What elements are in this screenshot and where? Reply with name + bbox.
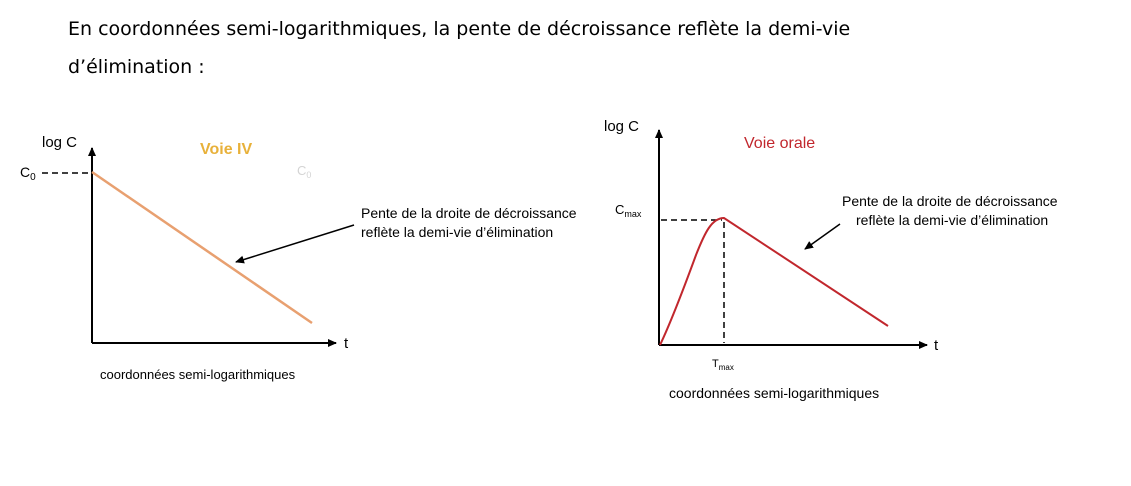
intro-line-2: d’élimination : — [68, 56, 205, 78]
iv-y-axis-label: log C — [42, 134, 78, 151]
iv-annotation-line-2: reflète la demi-vie d’élimination — [361, 224, 554, 240]
iv-figure — [20, 134, 577, 382]
oral-title: Voie orale — [744, 135, 816, 152]
iv-x-axis-label: t — [344, 335, 349, 352]
iv-annotation-arrow — [236, 225, 354, 262]
oral-annotation-line-2: reflète la demi-vie d’élimination — [856, 212, 1049, 228]
oral-tmax-label: $T_{max}$ — [712, 358, 734, 372]
intro-line-1: En coordonnées semi-logarithmiques, la pente de décroissance reflète la demi-vie — [68, 18, 851, 40]
iv-faded-c0-label: $C_0$ — [297, 163, 312, 180]
iv-caption: coordonnées semi-logarithmiques — [100, 367, 296, 382]
oral-annotation-line-1: Pente de la droite de décroissance — [842, 193, 1058, 209]
iv-decay-line — [92, 172, 312, 323]
iv-c0-label: $C_0$ — [20, 164, 36, 183]
iv-title: Voie IV — [200, 141, 253, 158]
iv-annotation-line-1: Pente de la droite de décroissance — [361, 205, 577, 221]
oral-concentration-curve — [660, 218, 888, 345]
oral-annotation-arrow — [805, 224, 840, 249]
oral-figure — [604, 118, 1058, 401]
oral-caption: coordonnées semi-logarithmiques — [669, 385, 880, 401]
oral-x-axis-label: t — [934, 337, 939, 354]
oral-y-axis-label: log C — [604, 118, 640, 135]
oral-cmax-label: $C_{max}$ — [615, 202, 642, 219]
